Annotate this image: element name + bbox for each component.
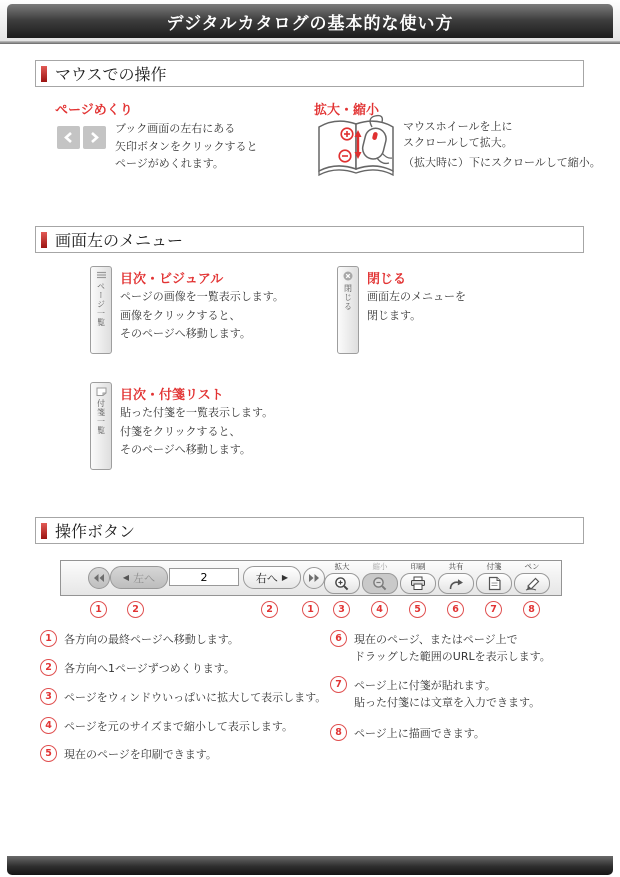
note-item: [40, 659, 235, 677]
page-left-label: 左へ: [133, 571, 156, 585]
tool-label: 印刷: [410, 562, 426, 571]
page-prev-arrow-button[interactable]: [57, 126, 80, 149]
page-right-label: 右へ: [255, 571, 278, 585]
visual-index-heading: 目次・ビジュアル: [120, 272, 224, 287]
text-line: 貼った付箋を一覧表示します。: [120, 406, 274, 419]
note-number: 2: [40, 659, 57, 676]
note-item: [40, 688, 326, 706]
zoom-in-icon: [334, 576, 350, 592]
note-item: [40, 717, 293, 735]
sticky-index-heading: 目次・付箋リスト: [120, 388, 224, 403]
tool-label: 拡大: [334, 562, 350, 571]
tool-label: ペン: [524, 562, 540, 571]
page-number-input[interactable]: [169, 568, 239, 586]
text-line: 各方向の最終ページへ移動します。: [64, 633, 239, 646]
callout-number: 2: [127, 601, 144, 618]
tool-pen: [513, 562, 551, 594]
note-item: [40, 745, 217, 763]
callout-number: 2: [261, 601, 278, 618]
red-accent-bar: [41, 232, 47, 248]
callout-number: 1: [302, 601, 319, 618]
note-number: 3: [40, 688, 57, 705]
text-line: 現在のページを印刷できます。: [64, 748, 217, 761]
list-icon: [96, 271, 107, 279]
page-turn-heading: ページめくり: [55, 103, 133, 118]
tool-label: 共有: [448, 562, 464, 571]
section-title-buttons: 操作ボタン: [55, 522, 136, 541]
tool-print: [399, 562, 437, 594]
sticky-button[interactable]: [476, 573, 512, 594]
page-next-arrow-button[interactable]: [83, 126, 106, 149]
page-title: デジタルカタログの基本的な使い方: [166, 13, 454, 34]
callout-number: 3: [333, 601, 350, 618]
visual-index-description: [120, 288, 284, 344]
text-line: 現在のページ、またはページ上で: [354, 633, 518, 646]
note-item: [330, 676, 540, 711]
text-line: 付箋をクリックすると、: [120, 424, 241, 438]
red-accent-bar: [41, 66, 47, 82]
tool-zoom-in: [323, 562, 361, 594]
text-line: マウスホイールを上に: [403, 120, 513, 133]
page-turn-buttons: [57, 126, 106, 149]
sticky-index-description: [120, 404, 273, 460]
catalog-toolbar: [60, 560, 562, 596]
tool-label: 縮小: [372, 562, 388, 571]
callout-number: 5: [409, 601, 426, 618]
section-title-mouse: マウスでの操作: [55, 65, 167, 84]
callout-number: 6: [447, 601, 464, 618]
text-line: 画像をクリックすると、: [120, 308, 241, 322]
text-line: ページを元のサイズまで縮小して表示します。: [64, 720, 294, 733]
text-line: そのページへ移動します。: [120, 443, 251, 456]
text-line: ページ上に描画できます。: [354, 727, 485, 740]
text-line: ページをウィンドウいっぱいに拡大して表示します。: [64, 691, 327, 704]
sticky-note-icon: [96, 387, 107, 396]
note-item: [40, 630, 239, 648]
section-title-left-menu: 画面左のメニュー: [55, 231, 184, 250]
printer-icon: [410, 576, 426, 591]
zoom-description: [403, 119, 601, 171]
callout-number: 4: [371, 601, 388, 618]
zoom-out-icon: [372, 576, 388, 592]
tab-label: ページ一覧: [96, 282, 106, 327]
text-line: そのページへ移動します。: [120, 327, 251, 340]
page-right-button[interactable]: [243, 566, 301, 589]
tab-label: 閉じる: [343, 284, 353, 311]
zoom-heading: 拡大・縮小: [314, 103, 380, 118]
text-line: （拡大時に）下にスクロールして縮小。: [403, 156, 601, 169]
footer-bar: [7, 856, 613, 875]
sticky-list-tab[interactable]: [90, 382, 112, 470]
double-chevron-right-icon: [308, 573, 320, 583]
close-icon: [343, 271, 353, 281]
zoom-out-button[interactable]: [362, 573, 398, 594]
tool-label: 付箋: [486, 562, 502, 571]
chevron-left-icon: [63, 131, 74, 144]
page-turn-description: [115, 120, 258, 173]
note-number: 8: [330, 724, 347, 741]
left-arrow-icon: ◀: [122, 573, 130, 582]
note-number: 7: [330, 676, 347, 693]
book-mouse-illustration: [314, 111, 402, 189]
text-line: 矢印ボタンをクリックすると: [115, 139, 258, 153]
red-accent-bar: [41, 523, 47, 539]
note-number: 4: [40, 717, 57, 734]
double-chevron-left-icon: [93, 573, 105, 583]
right-arrow-icon: ▶: [281, 573, 289, 582]
title-divider: [0, 41, 620, 44]
last-page-button[interactable]: [303, 567, 325, 589]
title-bar: [7, 4, 613, 38]
tool-zoom-out: [361, 562, 399, 594]
text-line: ドラッグした範囲のURLを表示します。: [354, 650, 551, 663]
page-left-button[interactable]: [110, 566, 168, 589]
callout-number: 8: [523, 601, 540, 618]
sticky-page-icon: [487, 576, 502, 591]
pen-icon: [524, 576, 541, 591]
text-line: ブック画面の左右にある: [115, 122, 236, 135]
note-number: 1: [40, 630, 57, 647]
text-line: 貼った付箋には文章を入力できます。: [354, 696, 541, 709]
note-number: 5: [40, 745, 57, 762]
close-description: [367, 288, 466, 325]
text-line: 各方向へ1ページずつめくります。: [64, 662, 235, 675]
page-list-tab[interactable]: [90, 266, 112, 354]
note-item: [330, 630, 551, 665]
text-line: ページ上に付箋が貼れます。: [354, 679, 496, 692]
text-line: ページの画像を一覧表示します。: [120, 290, 284, 303]
text-line: 閉じます。: [367, 308, 422, 322]
chevron-right-icon: [89, 131, 100, 144]
pen-button[interactable]: [514, 573, 550, 594]
callout-number: 7: [485, 601, 502, 618]
text-line: 画面左のメニューを: [367, 290, 466, 303]
tab-label: 付箋一覧: [96, 399, 106, 435]
first-page-button[interactable]: [88, 567, 110, 589]
tool-sticky: [475, 562, 513, 594]
close-heading: 閉じる: [367, 272, 407, 287]
share-arrow-icon: [448, 577, 464, 591]
section-header-left-menu: [35, 226, 584, 253]
callout-number: 1: [90, 601, 107, 618]
note-item: [330, 724, 485, 742]
tool-share: [437, 562, 475, 594]
print-button[interactable]: [400, 573, 436, 594]
section-header-mouse: [35, 60, 584, 87]
share-button[interactable]: [438, 573, 474, 594]
section-header-buttons: [35, 517, 584, 544]
zoom-in-button[interactable]: [324, 573, 360, 594]
text-line: スクロールして拡大。: [403, 136, 513, 149]
note-number: 6: [330, 630, 347, 647]
close-menu-tab[interactable]: [337, 266, 359, 354]
text-line: ページがめくれます。: [115, 157, 224, 170]
